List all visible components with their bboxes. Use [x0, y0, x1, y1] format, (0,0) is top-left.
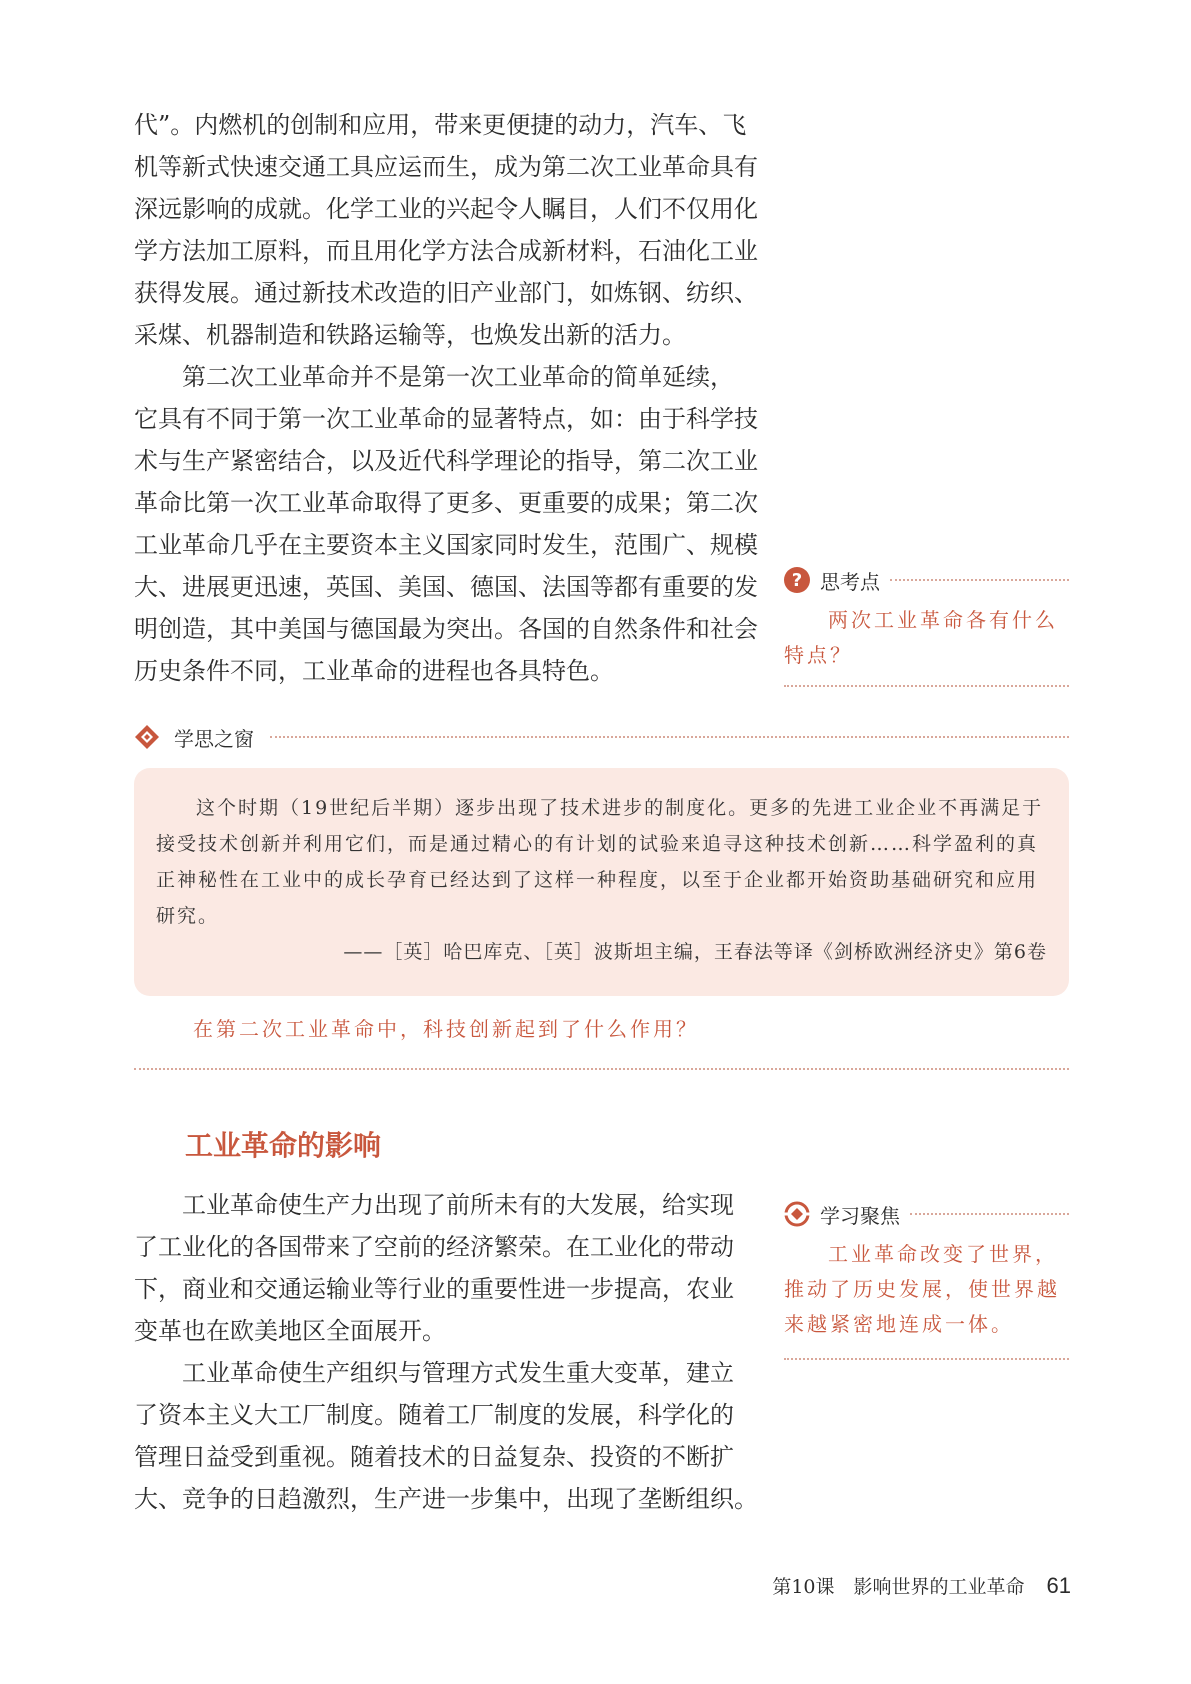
section-title: 工业革命的影响 — [185, 1129, 382, 1162]
study-window-title: 学思之窗 — [174, 726, 254, 751]
text-line: 变革也在欧美地区全面展开。 — [134, 1317, 446, 1345]
diamond-icon — [134, 724, 160, 750]
lesson-title: 第10课 影响世界的工业革命 — [772, 1576, 1025, 1598]
paragraph-1 — [134, 104, 758, 356]
dotted-divider — [134, 1068, 1069, 1070]
text-line: 革命比第一次工业革命取得了更多、更重要的成果；第二次 — [134, 489, 758, 517]
question-icon: ? — [784, 567, 810, 593]
text-line: 历史条件不同，工业革命的进程也各具特色。 — [134, 657, 614, 685]
text-line: 了工业化的各国带来了空前的经济繁荣。在工业化的带动 — [134, 1233, 734, 1261]
think-point-line: 两次工业革命各有什么 — [828, 608, 1058, 632]
text-line: 明创造，其中美国与德国最为突出。各国的自然条件和社会 — [134, 615, 758, 643]
quote-box — [134, 768, 1069, 996]
study-focus-line: 工业革命改变了世界， — [828, 1242, 1058, 1266]
study-focus-box — [784, 1197, 1069, 1360]
quote-line: 接受技术创新并利用它们，而是通过精心的有计划的试验来追寻这种技术创新……科学盈利的真 — [156, 833, 1039, 855]
quote-line: 这个时期（19世纪后半期）逐步出现了技术进步的制度化。更多的先进工业企业不再满足于 — [196, 797, 1044, 819]
text-line: 获得发展。通过新技术改造的旧产业部门，如炼钢、纺织、 — [134, 279, 758, 307]
text-line: 学方法加工原料，而且用化学方法合成新材料，石油化工业 — [134, 237, 758, 265]
study-focus-line: 来越紧密地连成一体。 — [784, 1312, 1014, 1336]
text-line: 管理日益受到重视。随着技术的日益复杂、投资的不断扩 — [134, 1443, 734, 1471]
text-line: 它具有不同于第一次工业革命的显著特点，如：由于科学技 — [134, 405, 758, 433]
text-line: 了资本主义大工厂制度。随着工厂制度的发展，科学化的 — [134, 1401, 734, 1429]
text-line: 下，商业和交通运输业等行业的重要性进一步提高，农业 — [134, 1275, 734, 1303]
study-window-header — [134, 720, 1069, 754]
paragraph-4 — [134, 1352, 758, 1520]
dotted-divider — [270, 736, 1069, 738]
target-icon — [784, 1201, 810, 1227]
page-footer — [772, 1572, 1071, 1599]
dotted-divider — [910, 1213, 1069, 1215]
dotted-divider — [784, 685, 1069, 687]
think-point-box — [784, 563, 1069, 687]
text-line: 工业革命使生产组织与管理方式发生重大变革，建立 — [182, 1359, 734, 1387]
quote-line: 正神秘性在工业中的成长孕育已经达到了这样一种程度，以至于企业都开始资助基础研究和应用 — [156, 869, 1039, 891]
text-line: 术与生产紧密结合，以及近代科学理论的指导，第二次工业 — [134, 447, 758, 475]
text-line: 工业革命使生产力出现了前所未有的大发展，给实现 — [182, 1191, 734, 1219]
page-number: 61 — [1046, 1573, 1071, 1598]
think-point-title: 思考点 — [820, 569, 880, 594]
dotted-divider — [784, 1358, 1069, 1360]
text-line: 机等新式快速交通工具应运而生，成为第二次工业革命具有 — [134, 153, 758, 181]
study-window-question: 在第二次工业革命中，科技创新起到了什么作用？ — [193, 1017, 699, 1041]
study-focus-title: 学习聚焦 — [820, 1203, 900, 1228]
think-point-line: 特点？ — [784, 643, 853, 667]
dotted-divider — [890, 579, 1069, 581]
text-line: 工业革命几乎在主要资本主义国家同时发生，范围广、规模 — [134, 531, 758, 559]
text-line: 深远影响的成就。化学工业的兴起令人瞩目，人们不仅用化 — [134, 195, 758, 223]
paragraph-3 — [134, 1184, 744, 1352]
quote-source: ——［英］哈巴库克、［英］波斯坦主编，王春法等译《剑桥欧洲经济史》第6卷 — [343, 941, 1047, 963]
text-line: 采煤、机器制造和铁路运输等，也焕发出新的活力。 — [134, 321, 686, 349]
text-line: 第二次工业革命并不是第一次工业革命的简单延续， — [182, 363, 734, 391]
paragraph-2 — [134, 356, 758, 692]
text-line: 代”。内燃机的创制和应用，带来更便捷的动力，汽车、飞 — [134, 111, 747, 139]
text-line: 大、进展更迅速，英国、美国、德国、法国等都有重要的发 — [134, 573, 758, 601]
text-line: 大、竞争的日趋激烈，生产进一步集中，出现了垄断组织。 — [134, 1485, 758, 1513]
quote-line: 研究。 — [156, 905, 220, 927]
study-focus-line: 推动了历史发展，使世界越 — [784, 1277, 1060, 1301]
